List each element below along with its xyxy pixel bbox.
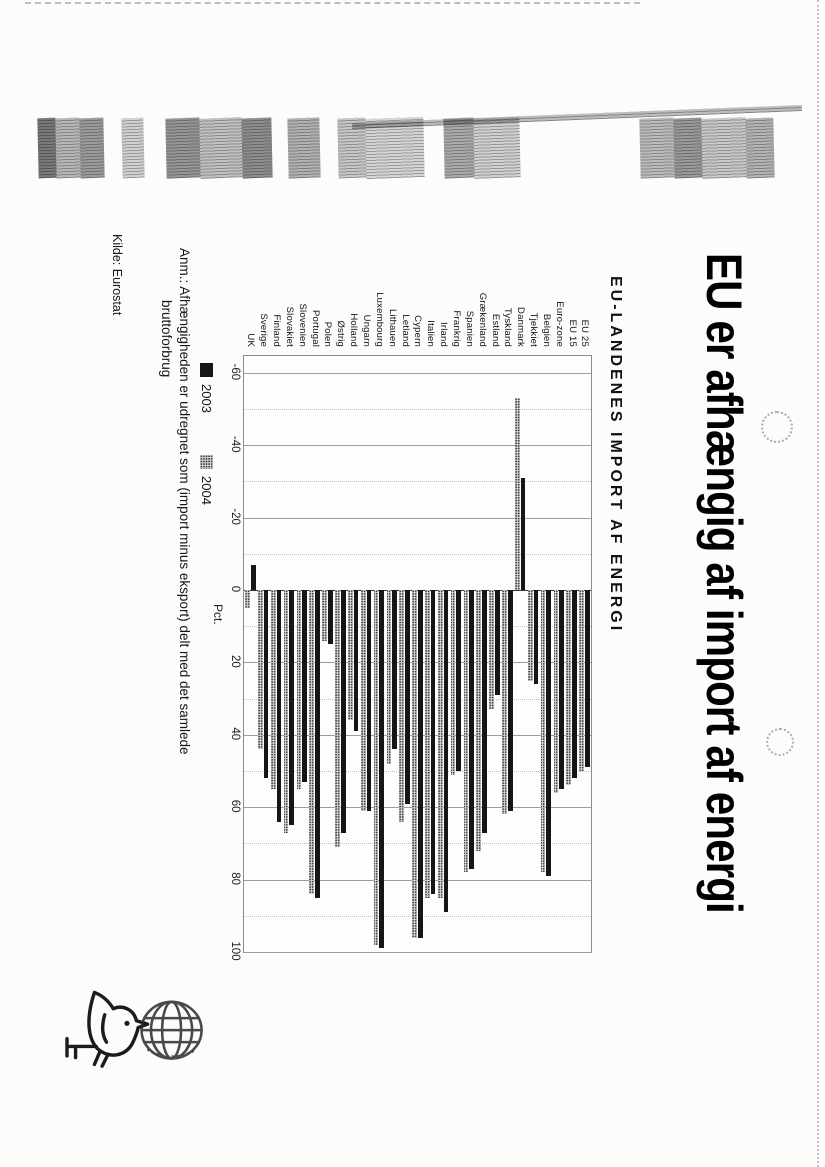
bar-2003 — [521, 478, 526, 590]
bar-2004 — [425, 590, 430, 898]
x-tick-label: 40 — [229, 727, 241, 741]
country-label: Cypern — [412, 315, 424, 347]
bar-2004 — [361, 590, 366, 811]
bar-2003 — [546, 590, 551, 876]
bar-2003 — [431, 590, 436, 894]
bar-2004 — [245, 590, 250, 608]
bar-2004 — [541, 590, 546, 872]
country-label: Frankrig — [450, 310, 462, 347]
chart-country-labels — [245, 228, 592, 350]
source-credit: Kilde: Eurostat — [110, 234, 124, 316]
punch-hole-circle — [761, 411, 793, 443]
bar-2003 — [418, 590, 423, 938]
bar-2004 — [322, 590, 327, 641]
legend-label-2004: 2004 — [199, 476, 214, 505]
bar-2003 — [354, 590, 359, 731]
x-axis-unit-label: Pct. — [211, 604, 225, 625]
country-label: Sverige — [258, 313, 270, 347]
legend-item-2004 — [199, 455, 214, 505]
globe-logo-icon — [142, 1002, 202, 1059]
bird-logo-icon — [67, 992, 148, 1066]
country-label: Euro-zone — [553, 301, 565, 347]
bar-2004 — [412, 590, 417, 938]
gridline — [244, 518, 591, 519]
bar-2004 — [451, 590, 456, 775]
country-label: Slovakiet — [283, 306, 295, 347]
bar-2003 — [495, 590, 500, 695]
legend-swatch-2004 — [200, 455, 213, 469]
bar-2004 — [502, 590, 507, 814]
bar-2003 — [572, 590, 577, 778]
bar-2003 — [302, 590, 307, 782]
x-tick-label: 0 — [229, 585, 241, 593]
bar-2004 — [309, 590, 314, 894]
gridline — [244, 952, 591, 953]
bar-2004 — [579, 590, 584, 771]
bar-chart-plot-area — [243, 355, 592, 953]
bar-2003 — [534, 590, 539, 684]
country-label: EU 25 — [579, 319, 591, 347]
x-tick-label: -60 — [229, 363, 241, 381]
newspaper-logo — [55, 978, 205, 1090]
bar-2004 — [348, 590, 353, 720]
gridline — [244, 554, 591, 555]
bar-2003 — [289, 590, 294, 825]
bar-2004 — [271, 590, 276, 789]
gridline — [244, 373, 591, 374]
bar-2004 — [554, 590, 559, 793]
legend-label-2003: 2003 — [199, 384, 214, 413]
country-label: Spanien — [463, 310, 475, 347]
bar-2003 — [264, 590, 269, 778]
bar-2003 — [315, 590, 320, 898]
article-headline: EU er afhængig af import af energi — [696, 253, 752, 913]
bar-2004 — [515, 398, 520, 590]
country-label: Lithauen — [386, 308, 398, 347]
bar-2003 — [251, 565, 256, 590]
country-label: Luxembourg — [373, 292, 385, 347]
bar-2003 — [328, 590, 333, 644]
country-label: Portugal — [309, 310, 321, 347]
punch-hole-circle — [766, 728, 794, 756]
country-label: UK — [245, 333, 257, 347]
x-tick-label: -20 — [229, 508, 241, 525]
bar-2004 — [387, 590, 392, 764]
bar-2003 — [392, 590, 397, 749]
bar-2003 — [341, 590, 346, 833]
country-label: Estland — [489, 313, 501, 347]
bar-2003 — [559, 590, 564, 789]
bar-2003 — [277, 590, 282, 822]
bar-2003 — [405, 590, 410, 804]
gridline — [244, 481, 591, 482]
bar-2003 — [482, 590, 487, 833]
bar-2004 — [335, 590, 340, 847]
bar-2004 — [399, 590, 404, 822]
country-label: Østrig — [335, 320, 347, 347]
x-tick-label: 80 — [229, 872, 241, 885]
bar-2004 — [297, 590, 302, 789]
bar-2003 — [469, 590, 474, 869]
country-label: Letland — [399, 314, 411, 347]
country-label: EU 15 — [566, 319, 578, 347]
country-label: Tyskland — [502, 307, 514, 347]
country-label: Irland — [438, 322, 450, 347]
gridline — [244, 409, 591, 410]
country-label: Tjekkiet — [528, 312, 540, 347]
bar-2003 — [585, 590, 590, 767]
bar-2003 — [379, 590, 384, 948]
country-label: Slovenien — [296, 303, 308, 347]
x-tick-label: 20 — [229, 654, 241, 668]
bar-2004 — [284, 590, 289, 833]
bar-2004 — [528, 590, 533, 681]
chart-footnote-line1: Anm.: Afhængigheden er udregnet som (import minus eksport) delt med det samlede — [177, 248, 192, 755]
bar-2004 — [374, 590, 379, 945]
bird-and-globe-logo — [55, 978, 205, 1090]
chart-footnote-line2: bruttoforbrug — [159, 300, 174, 378]
bar-2003 — [457, 590, 462, 771]
bar-2004 — [464, 590, 469, 872]
country-label: Grækenland — [476, 292, 488, 347]
country-label: Belgien — [540, 313, 552, 347]
gridline — [244, 445, 591, 446]
country-label: Italien — [425, 320, 437, 347]
country-label: Finland — [271, 314, 283, 347]
country-label: Polen — [322, 321, 334, 347]
country-label: Ungarn — [361, 314, 373, 347]
chart-title: EU-LANDENES IMPORT AF ENERGI — [607, 276, 624, 634]
bar-2004 — [438, 590, 443, 898]
x-tick-label: -40 — [229, 435, 241, 453]
x-tick-label: 60 — [229, 799, 241, 813]
country-label: Holland — [348, 313, 360, 347]
country-label: Danmark — [515, 307, 527, 347]
bar-2004 — [566, 590, 571, 785]
x-tick-label: 100 — [229, 941, 241, 961]
bar-2003 — [508, 590, 513, 811]
bar-2003 — [444, 590, 449, 912]
x-axis-tick-labels — [225, 355, 241, 961]
bar-2004 — [258, 590, 263, 749]
legend-item-2003 — [199, 363, 214, 413]
bar-2004 — [477, 590, 482, 851]
bar-2004 — [489, 590, 494, 709]
bar-2003 — [367, 590, 372, 811]
legend-swatch-2003 — [200, 363, 213, 377]
